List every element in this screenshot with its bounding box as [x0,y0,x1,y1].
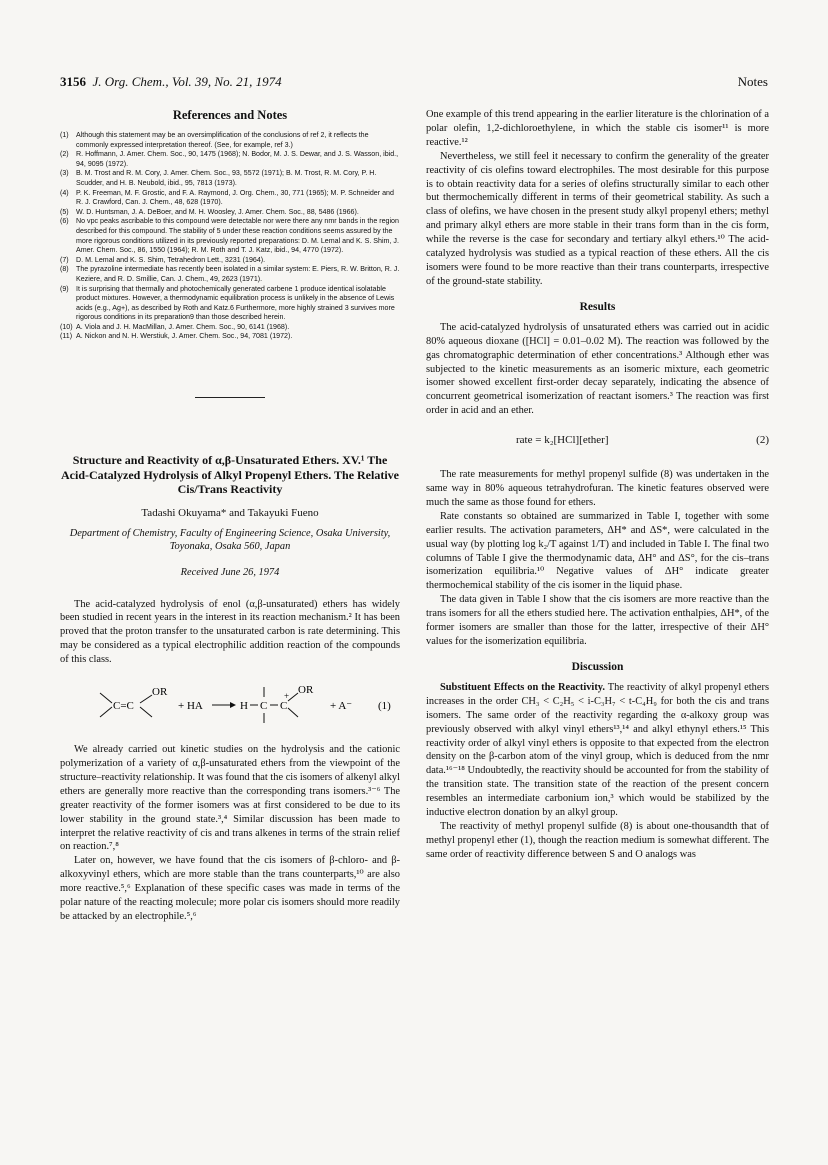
reference-number: (10) [60,322,73,331]
article-title: Structure and Reactivity of α,β-Unsaturated Ethers. XV.¹ The Acid-Catalyzed Hydrolysis of Alkyl Propenyl Ethers. The Relative Cis/Trans Reactivity [61,453,399,497]
references-list [60,131,400,342]
received-date: Received June 26, 1974 [180,566,280,578]
section-label: Notes [737,74,768,89]
reference-text: W. D. Huntsman, J. A. DeBoer, and M. H. Woosley, J. Amer. Chem. Soc., 88, 5486 (1966). [76,207,359,216]
svg-text:+: + [284,691,290,702]
rate-equation: rate = k₂[HCl][ether] [516,434,609,447]
article-authors: Tadashi Okuyama* and Takayuki Fueno [141,506,319,519]
discussion-subheading: Substituent Effects on the Reactivity. [440,681,605,693]
right-paragraph-2: Nevertheless, we still feel it necessary to confirm the generality of the greater reactivity of cis olefins toward electrophiles. The most desirable for this purpose is to obtain reactivity data for a series of olefins structurally similar to each other but thermochemically different in terms of their geometrical stability. As such a class of olefins, we have chosen in the present study alkyl propenyl ethers; methyl and primary alkyl ethers are more stable in their trans form than in the cis form, while the reverse is the case for secondary and tertiary alkyl ethers.¹⁰ The acid-catalyzed hydrolysis was studied as a typical reaction of these ethers. All the cis isomers were found to be more reactive than their trans counterparts, irrespective of the ground-state stability. [426,150,769,287]
journal-citation [60,74,282,90]
right-column [426,108,769,862]
results-heading: Results [579,300,616,313]
reference-item [60,208,400,218]
proton-label: H [240,700,248,713]
acid-label: + HA [178,700,203,713]
discussion-paragraph-2: The reactivity of methyl propenyl sulfide (8) is about one-thousandth that of methyl propenyl ether (1), though the reaction medium is somewhat different. The same order of reactivity difference between S and O analogs was [426,820,769,860]
reference-item [60,265,400,284]
reference-number: (3) [60,169,69,178]
discussion-paragraph-1 [426,681,769,820]
reference-item [60,217,400,255]
reference-item [60,131,400,150]
reference-text: A. Viola and J. H. MacMillan, J. Amer. Chem. Soc., 90, 6141 (1968). [76,322,290,331]
reaction-svg [60,675,400,735]
reference-text: Although this statement may be an oversimplification of the conclusions of ref 2, it reflects the commonly expressed interpretation thereof. (See, for example, ref 3.) [76,131,369,149]
reference-text: A. Nickon and N. H. Werstiuk, J. Amer. Chem. Soc., 94, 7081 (1972). [76,332,293,341]
page-header [60,74,768,94]
reference-text: The pyrazoline intermediate has recently been isolated in a similar system: E. Piers, R. W. Britton, R. J. Keziere, and R. D. Smillie, Can. J. Chem., 49, 2623 (1971). [76,265,400,283]
reaction-scheme [60,675,400,735]
intro-paragraph: The acid-catalyzed hydrolysis of enol (α,β-unsaturated) ethers has widely been studied in recent years in the interest in its reaction mechanism.² It has been proved that the proton transfer to the unsaturated carbon is rate determining. This may be considered as a typical electrophilic addition reaction of the compounds of this class. [60,598,400,666]
right-paragraph-1: One example of this trend appearing in the earlier literature is the chlorination of a polar olefin, 1,2-dichloroethylene, in which the stable cis isomer¹¹ is more reactive.¹² [426,109,769,148]
article-separator [195,397,265,398]
svg-text:C=C: C=C [113,700,134,713]
product-or-label: OR [298,684,314,697]
reference-number: (4) [60,188,69,197]
reference-number: (5) [60,207,69,216]
results-paragraph-3: Rate constants so obtained are summarized in Table I, together with some earlier results. The activation parameters, ΔH* and ΔS*, were calculated in the usual way (by plotting log k₂/T against 1/T) and included in Table I. The final two columns of Table I give the thermodynamic data, ΔH° and ΔS°, for the cis–trans isomerization equilibria.¹⁰ Negative values of ΔH° indicate greater thermochemical stability of the cis isomer in the liquid phase. [426,510,769,592]
reference-item [60,150,400,169]
reference-item [60,332,400,342]
reference-text: P. K. Freeman, M. F. Grostic, and F. A. Raymond, J. Org. Chem., 30, 771 (1965); M. P. Schneider and R. J. Crawford, Can. J. Chem., 48, 628 (1970). [76,188,394,207]
discussion-heading: Discussion [571,660,624,673]
reference-number: (2) [60,150,69,159]
reference-item [60,169,400,188]
left-column [60,108,400,924]
results-paragraph-1: The acid-catalyzed hydrolysis of unsaturated ethers was carried out in acidic 80% aqueous dioxane ([HCl] = 0.01–0.02 M). The reaction was followed by the gas chromatographic determination of ether concentrations.³ Although ether was subjected to the kinetic measurements as an isomeric mixture, each geometric isomer showed excellent first-order decay separately, indicating the absence of concurrent geometrical isomerization of reactant isomers.³ The reaction was first order in acid and an ether. [426,321,769,417]
results-paragraph-2: The rate measurements for methyl propenyl sulfide (8) was undertaken in the same way in 80% aqueous tetrahydrofuran. The kinetic features observed were much the same as those found for ethers. [426,469,769,508]
reference-text: No vpc peaks ascribable to this compound were detectable nor were there any nmr bands in the region described for this compound. The stability of 5 under these reaction conditions seems assured by the more rigorous conditions utilized in its previously reported preparations: D. M. Lemal and K. S. Shim, J. Amer. Chem. Soc., 86, 1550 (1964); R. M. Roth and T. J. Katz, ibid., 94, 4770 (1972). [76,217,399,255]
paragraph-3: Later on, however, we have found that the cis isomers of β-chloro- and β-alkoxyvinyl ethers, which are more stable than the trans counterparts,¹⁰ are also more reactive.⁵,⁶ Explanation of these specific cases was made in terms of the polar nature of the reacting molecule; more polar cis isomers should more readily be attacked by an electrophile.⁵,⁶ [60,855,400,922]
paragraph-2: We already carried out kinetic studies on the hydrolysis and the cationic polymerization of a variety of α,β-unsaturated ethers from the viewpoint of the structure–reactivity relationship. It was found that the cis isomers of alkenyl alkyl ethers are generally more reactive than the corresponding trans isomers.³⁻⁶ The greater reactivity of the former isomers was at first considered to be due to its lower stability in the ground state.³,⁴ Similar discussion has been made to interpret the relative reactivity of cis and trans alkenes in terms of the strain relief on reaction.⁷,⁸ [60,744,400,853]
reference-text: B. M. Trost and R. M. Cory, J. Amer. Chem. Soc., 93, 5572 (1971); B. M. Trost, R. M. Cory, P. H. Scudder, and H. B. Neubold, ibid., 95, 7813 (1973). [76,169,377,187]
reference-item [60,285,400,323]
discussion-text-1: The reactivity of alkyl propenyl ethers increases in the order CH₃ < C₂H₅ < i-C₃H₇ < t-C₄H₉ for both the cis and trans isomers. The same order of the reactivity regarding the α-alkoxy group was previously observed with alkyl vinyl ethers¹³,¹⁴ and alkyl ethynyl ethers.¹⁵ This reactivity order of alkyl vinyl ethers is opposite to that expected from the electron density on the β-carbon atom of the vinyl group, which is deduced from the nmr data.¹⁶⁻¹⁸ Undoubtedly, the reactivity should be accounted for from the stability of the transition state. The transition state of the reaction of the present concern resembles an intermediate carbonium ion,³ which would be stabilized by the inductive electron donation by an alkyl group. [426,681,769,819]
page-number: 3156 [60,74,86,89]
reactant-or-label: OR [152,686,168,699]
reference-text: It is surprising that thermally and photochemically generated carbene 1 produce identical isolatable product mixtures. However, a thermodynamic equilibration process is unlikely in the absence of Lewis acids (e.g., Ag+), as described by Roth and Katz.6 Furthermore, more highly strained 3 survives more rigorous conditions in its preparation9 than those described herein. [76,284,395,322]
equation-number-1: (1) [378,700,391,713]
reference-number: (7) [60,255,69,264]
reference-item [60,323,400,333]
results-paragraph-4: The data given in Table I show that the cis isomers are more reactive than the trans isomers for all the ethers studied here. The activation enthalpies, ΔH*, of the former isomers are smaller than those for the latter, irrespective of their ΔH° values for the isomerization equilibria. [426,594,769,647]
reference-number: (9) [60,284,69,293]
reference-item [60,256,400,266]
anion-label: + A⁻ [330,700,353,713]
equation-2 [426,434,769,446]
svg-text:C: C [280,700,288,713]
reference-text: D. M. Lemal and K. S. Shim, Tetrahedron Lett., 3231 (1964). [76,255,266,264]
references-heading: References and Notes [172,108,288,122]
journal-name: J. Org. Chem., Vol. 39, No. 21, 1974 [92,74,282,89]
reference-number: (11) [60,332,73,341]
article-affiliation: Department of Chemistry, Faculty of Engineering Science, Osaka University, Toyonaka, Osaka 560, Japan [69,527,391,552]
reference-number: (6) [60,217,69,226]
reference-text: R. Hoffmann, J. Amer. Chem. Soc., 90, 1475 (1968); N. Bodor, M. J. S. Dewar, and J. S. Wasson, ibid., 94, 9095 (1972). [76,150,399,168]
svg-text:C: C [260,700,268,713]
equation-number-2: (2) [756,434,769,447]
reference-number: (1) [60,131,69,139]
reference-item [60,189,400,208]
reference-number: (8) [60,265,69,274]
